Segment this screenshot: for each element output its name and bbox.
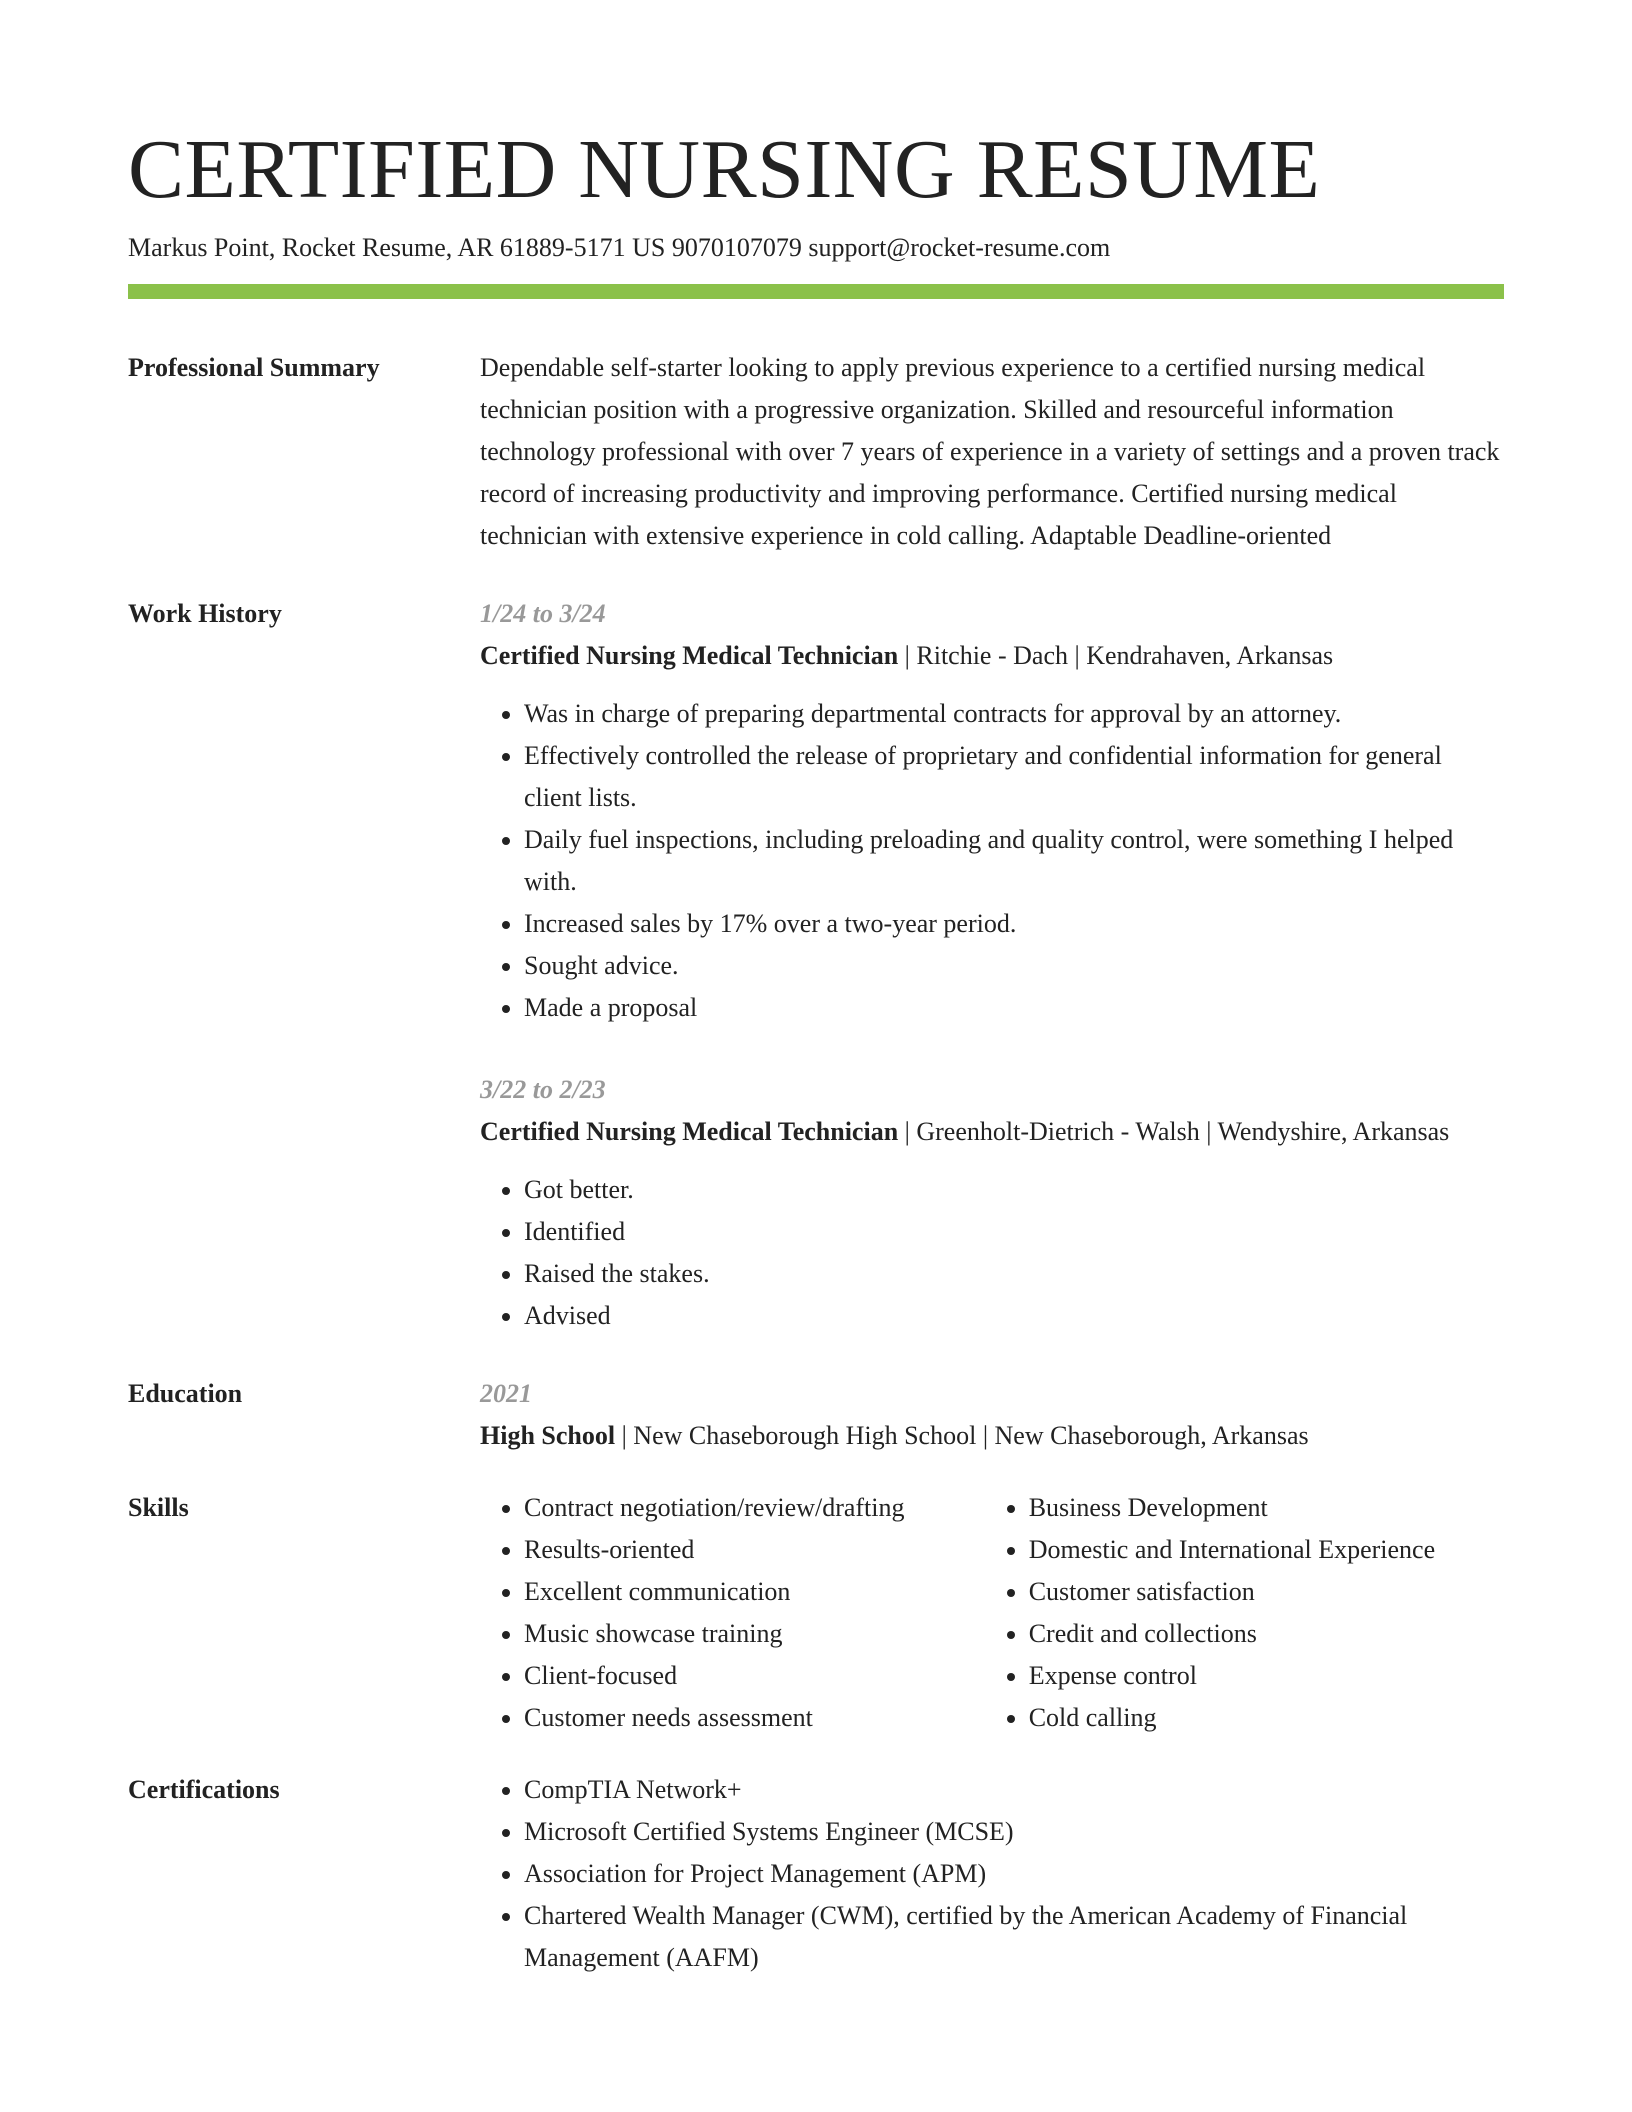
resume-title: CERTIFIED NURSING RESUME xyxy=(128,123,1321,216)
summary-section xyxy=(128,347,1504,557)
list-item: • Was in charge of preparing departmental contracts for approval by an attorney. xyxy=(524,693,1504,735)
education-degree: High School xyxy=(480,1421,616,1450)
list-item: • Music showcase training xyxy=(524,1613,985,1655)
job-role-line xyxy=(480,1111,1504,1153)
list-item: • Contract negotiation/review/drafting xyxy=(524,1487,985,1529)
education-body xyxy=(480,1373,1504,1457)
certifications-body xyxy=(480,1769,1504,1979)
education-details: | New Chaseborough High School | New Chaseborough, Arkansas xyxy=(615,1421,1309,1450)
work-history-body xyxy=(480,593,1504,1337)
skills-section xyxy=(128,1487,1504,1739)
skills-list-left xyxy=(480,1487,985,1739)
section-label: Professional Summary xyxy=(128,353,380,382)
list-item: • Microsoft Certified Systems Engineer (MCSE) xyxy=(524,1811,1504,1853)
skills-body xyxy=(480,1487,1504,1739)
job-entry xyxy=(480,1069,1504,1337)
section-label: Education xyxy=(128,1379,243,1408)
job-bullet-list xyxy=(480,1169,1504,1337)
job-details: | Ritchie - Dach | Kendrahaven, Arkansas xyxy=(898,641,1334,670)
job-entry xyxy=(480,593,1504,1029)
job-bullet-list xyxy=(480,693,1504,1029)
job-details: | Greenholt-Dietrich - Walsh | Wendyshire, Arkansas xyxy=(898,1117,1450,1146)
education-line xyxy=(480,1415,1504,1457)
list-item: • Domestic and International Experience xyxy=(1029,1529,1504,1571)
section-label: Skills xyxy=(128,1493,189,1522)
list-item: • Raised the stakes. xyxy=(524,1253,1504,1295)
list-item: • Increased sales by 17% over a two-year period. xyxy=(524,903,1504,945)
education-section xyxy=(128,1373,1504,1457)
list-item: • Expense control xyxy=(1029,1655,1504,1697)
resume-page xyxy=(128,120,1504,1979)
job-title: Certified Nursing Medical Technician xyxy=(480,1117,899,1146)
certifications-section xyxy=(128,1769,1504,1979)
list-item: • Association for Project Management (APM) xyxy=(524,1853,1504,1895)
list-item: • Client-focused xyxy=(524,1655,985,1697)
list-item: • Excellent communication xyxy=(524,1571,985,1613)
summary-text: Dependable self-starter looking to apply previous experience to a certified nursing medical technician position with a progressive organization. Skilled and resourceful information technology professional with over 7 years of experience in a variety of settings and a proven track record of increasing productivity and improving performance. Certified nursing medical technician with extensive experience in cold calling. Adaptable Deadline-oriented xyxy=(480,353,1500,550)
list-item: • Identified xyxy=(524,1211,1504,1253)
list-item: • Daily fuel inspections, including preloading and quality control, were something I helped with. xyxy=(524,819,1504,903)
list-item: • Customer satisfaction xyxy=(1029,1571,1504,1613)
section-label: Work History xyxy=(128,599,282,628)
job-role-line xyxy=(480,635,1504,677)
certifications-list xyxy=(480,1769,1504,1979)
header-divider xyxy=(128,284,1504,299)
job-date: 3/22 to 2/23 xyxy=(480,1075,606,1104)
list-item: • Sought advice. xyxy=(524,945,1504,987)
list-item: • CompTIA Network+ xyxy=(524,1769,1504,1811)
skills-list-right xyxy=(985,1487,1504,1739)
education-date: 2021 xyxy=(480,1379,532,1408)
list-item: • Cold calling xyxy=(1029,1697,1504,1739)
contact-line: Markus Point, Rocket Resume, AR 61889-5171 US 9070107079 support@rocket-resume.com xyxy=(128,233,1111,262)
list-item: • Effectively controlled the release of proprietary and confidential information for general client lists. xyxy=(524,735,1504,819)
list-item: • Got better. xyxy=(524,1169,1504,1211)
job-date: 1/24 to 3/24 xyxy=(480,599,606,628)
list-item: • Chartered Wealth Manager (CWM), certified by the American Academy of Financial Management (AAFM) xyxy=(524,1895,1504,1979)
list-item: • Advised xyxy=(524,1295,1504,1337)
work-history-section xyxy=(128,593,1504,1337)
section-label: Certifications xyxy=(128,1775,280,1804)
list-item: • Customer needs assessment xyxy=(524,1697,985,1739)
list-item: • Business Development xyxy=(1029,1487,1504,1529)
list-item: • Credit and collections xyxy=(1029,1613,1504,1655)
list-item: • Results-oriented xyxy=(524,1529,985,1571)
job-title: Certified Nursing Medical Technician xyxy=(480,641,899,670)
list-item: • Made a proposal xyxy=(524,987,1504,1029)
